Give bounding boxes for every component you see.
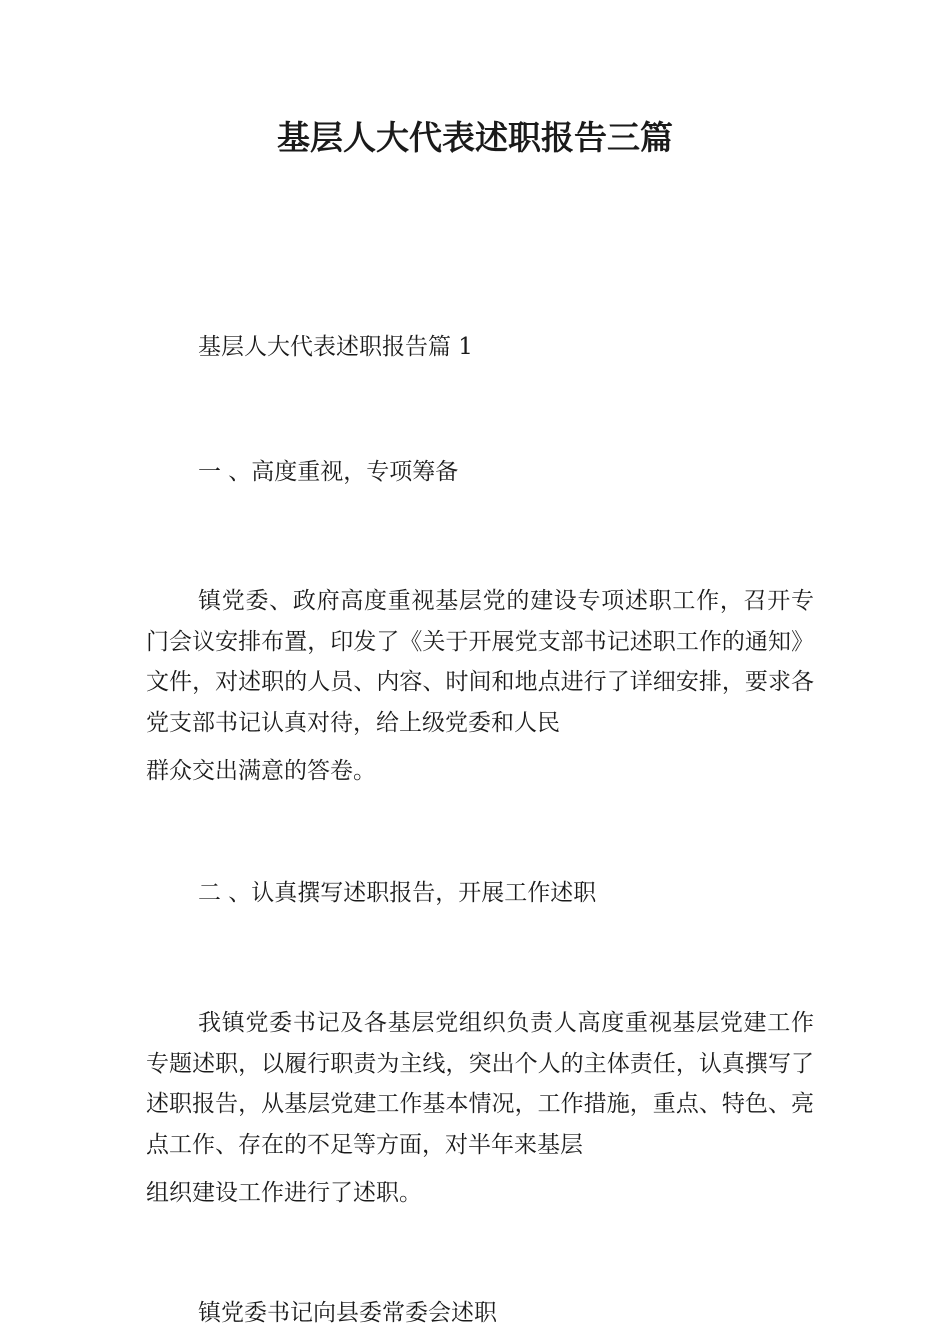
paragraph-1-body: 镇党委、政府高度重视基层党的建设专项述职工作，召开专门会议安排布置，印发了《关于开展党支部书记述职工作的通知》文件，对述职的人员、内容、时间和地点进行了详细安排，要求各党支部书记认真对待，给上级党委和人民 [146,588,814,736]
paragraph-1 [146,581,814,792]
paragraph-2-tail: 组织建设工作进行了述职。 [146,1180,422,1206]
section-heading-1: 一 、高度重视，专项筹备 [198,459,459,485]
paragraph-2 [146,1003,814,1214]
document-title: 基层人大代表述职报告三篇 [277,118,673,157]
paragraph-1-tail: 群众交出满意的答卷。 [146,758,376,784]
paragraph-2-body: 我镇党委书记及各基层党组织负责人高度重视基层党建工作专题述职，以履行职责为主线，突出个人的主体责任，认真撰写了述职报告，从基层党建工作基本情况，工作措施，重点、特色、亮点工作、存在的不足等方面，对半年来基层 [146,1010,814,1158]
report-subtitle: 基层人大代表述职报告篇 1 [198,334,473,360]
section-heading-2: 二 、认真撰写述职报告，开展工作述职 [198,880,597,906]
section-heading-3: 镇党委书记向县委常委会述职 [198,1300,497,1326]
